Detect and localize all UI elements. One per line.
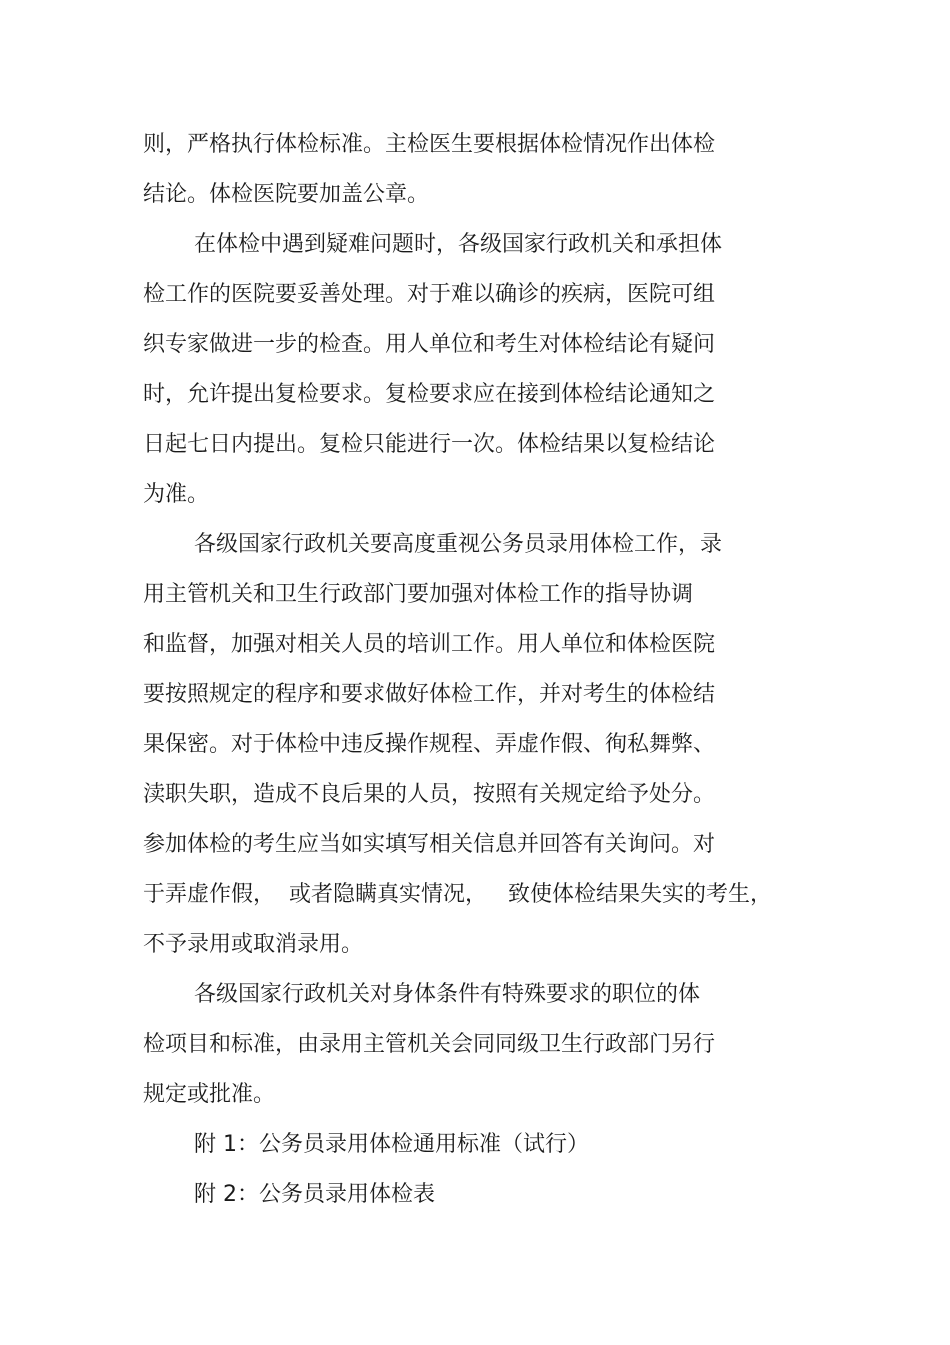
text-line-12: 要按照规定的程序和要求做好体检工作，并对考生的体检结 — [143, 682, 716, 707]
text-line-18: 各级国家行政机关对身体条件有特殊要求的职位的体 — [194, 982, 701, 1007]
text-line-16: 于弄虚作假， 或者隐瞒真实情况， 致使体检结果失实的考生， — [143, 882, 772, 907]
text-line-11: 和监督，加强对相关人员的培训工作。用人单位和体检医院 — [143, 632, 716, 657]
attachment-2: 附 2：公务员录用体检表 — [194, 1182, 435, 1207]
text-line-13: 果保密。对于体检中违反操作规程、弄虚作假、徇私舞弊、 — [143, 732, 716, 757]
text-line-4: 检工作的医院要妥善处理。对于难以确诊的疾病，医院可组 — [143, 282, 716, 307]
text-line-9: 各级国家行政机关要高度重视公务员录用体检工作，录 — [194, 532, 723, 557]
text-line-15: 参加体检的考生应当如实填写相关信息并回答有关询问。对 — [143, 832, 716, 857]
text-line-7: 日起七日内提出。复检只能进行一次。体检结果以复检结论 — [143, 432, 716, 457]
text-line-6: 时，允许提出复检要求。复检要求应在接到体检结论通知之 — [143, 382, 716, 407]
attachment-1: 附 1：公务员录用体检通用标准（试行） — [194, 1132, 589, 1157]
text-line-1: 则，严格执行体检标准。主检医生要根据体检情况作出体检 — [143, 132, 716, 157]
text-line-10: 用主管机关和卫生行政部门要加强对体检工作的指导协调 — [143, 582, 694, 607]
text-line-3: 在体检中遇到疑难问题时，各级国家行政机关和承担体 — [194, 232, 723, 257]
text-line-2: 结论。体检医院要加盖公章。 — [143, 182, 430, 207]
text-line-19: 检项目和标准，由录用主管机关会同同级卫生行政部门另行 — [143, 1032, 716, 1057]
text-line-20: 规定或批准。 — [143, 1082, 276, 1107]
text-line-17: 不予录用或取消录用。 — [143, 932, 364, 957]
text-line-14: 渎职失职，造成不良后果的人员，按照有关规定给予处分。 — [143, 782, 716, 807]
text-line-8: 为准。 — [143, 482, 210, 507]
text-line-5: 织专家做进一步的检查。用人单位和考生对体检结论有疑问 — [143, 332, 716, 357]
